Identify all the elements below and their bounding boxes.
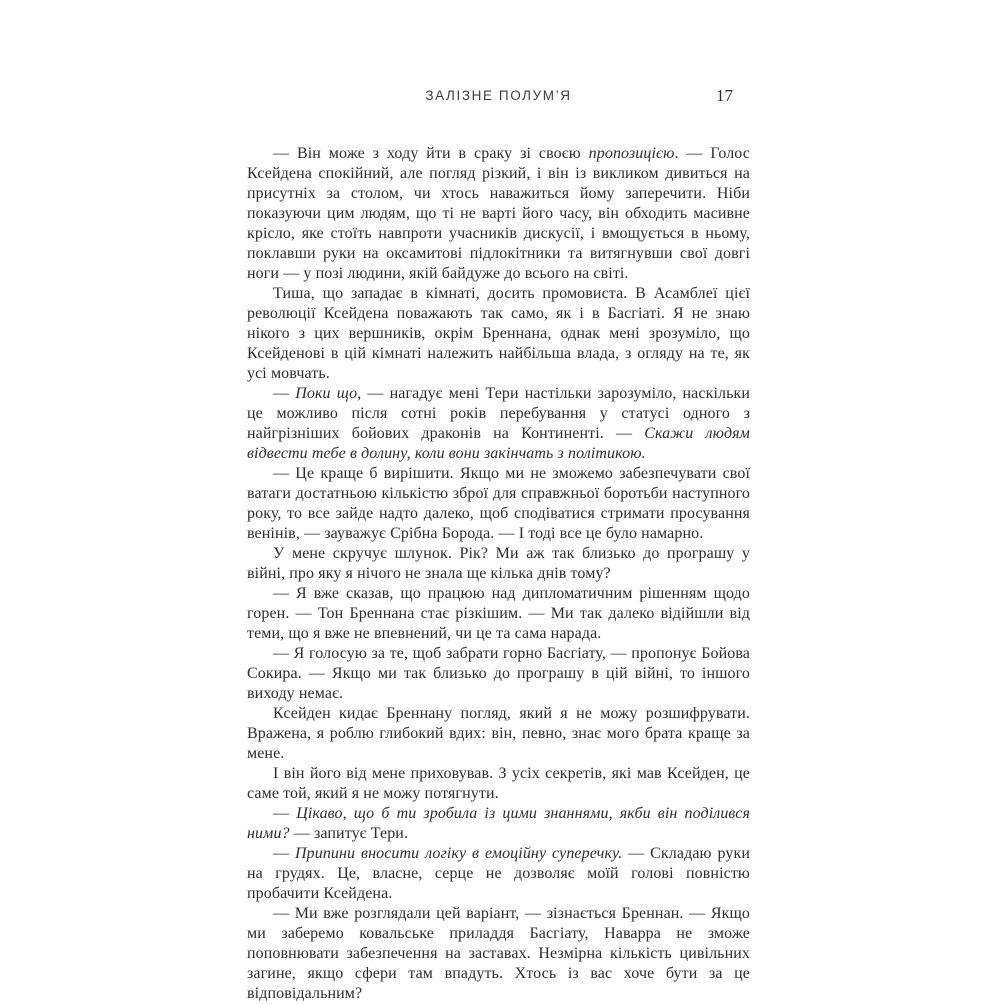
- text-run: — Складаю руки на грудях. Це, власне, серце не дозволяє моїй голові повністю пробачити Ксейдена.: [247, 845, 750, 902]
- text-run: І він його від мене приховував. З усіх секретів, які мав Ксейден, це саме той, який я не можу потягнути.: [247, 765, 750, 802]
- text-run: —: [273, 845, 295, 862]
- text-run: —: [273, 805, 297, 822]
- text-run: , — нагадує мені Тери настільки зарозуміло, наскільки це можливо після сотні років перебування у статусі одного з найгрізніших бойових драконів на Континенті. —: [247, 385, 751, 442]
- paragraph: [247, 764, 750, 804]
- text-run: У мене скручує шлунок. Рік? Ми аж так близько до програшу у війні, про яку я нічого не знала ще кілька днів тому?: [247, 545, 750, 582]
- paragraph: [247, 284, 750, 384]
- italic-text-run: Припини вносити логіку в емоційну суперечку.: [294, 845, 623, 862]
- text-run: — Ми вже розглядали цей варіант, — зізнається Бреннан. — Якщо ми заберемо ковальське приладдя Басгіату, Наварра не зможе поповнювати забезпечення на заставах. Незмірна кількість цивільних загине, якщо сфери там впадуть. Хтось із вас хоче бути за це відповідальним?: [247, 905, 750, 1002]
- text-run: — Я вже сказав, що працюю над дипломатичним рішенням щодо горен. — Тон Бреннана стає різкішим. — Ми так далеко відійшли від теми, що я вже не впевнений, чи це та сама нарада.: [247, 585, 750, 642]
- text-run: —: [273, 385, 296, 402]
- book-page: [247, 88, 750, 1004]
- paragraph: [247, 904, 750, 1004]
- paragraph: [247, 144, 750, 284]
- italic-text-run: Скажи людям відвести тебе в долину, коли вони закінчать з політикою.: [247, 425, 750, 462]
- paragraph: [247, 464, 750, 544]
- text-block: [247, 144, 750, 1004]
- italic-text-run: Цікаво, що б ти зробила із цими знаннями, якби він поділився ними?: [247, 805, 750, 842]
- page-number: 17: [716, 86, 733, 105]
- text-run: — запитує Тери.: [289, 825, 409, 842]
- text-run: — Я голосую за те, щоб забрати горно Басгіату, — пропонує Бойова Сокира. — Якщо ми так близько до програшу в цій війні, то іншого виходу немає.: [247, 645, 750, 702]
- text-run: Тиша, що западає в кімнаті, досить промовиста. В Асамблеї цієї революції Ксейдена поважають так само, як і в Басгіаті. Я не знаю нікого з цих вершників, окрім Бреннана, однак мені зрозуміло, що Ксейденові в цій кімнаті належить найбільша влада, з огляду на те, як усі мовчать.: [247, 285, 750, 382]
- running-title: ЗАЛІЗНЕ ПОЛУМ’Я: [425, 88, 572, 103]
- page-header: [247, 88, 750, 108]
- italic-text-run: Поки що: [295, 385, 358, 402]
- paragraph: [247, 804, 750, 844]
- paragraph: [247, 384, 750, 464]
- text-run: Ксейден кидає Бреннану погляд, який я не можу розшифрувати. Вражена, я роблю глибокий вдих: він, певно, знає мого брата краще за мене.: [247, 705, 750, 762]
- italic-text-run: пропозицією: [588, 145, 675, 162]
- paragraph: [247, 584, 750, 644]
- paragraph: [247, 704, 750, 764]
- text-run: — Він може з ходу йти в сраку зі своєю: [273, 145, 589, 162]
- paragraph: [247, 544, 750, 584]
- paragraph: [247, 644, 750, 704]
- text-run: . — Голос Ксейдена спокійний, але погляд різкий, і він із викликом дивиться на присутніх за столом, чи хтось наважиться йому заперечити. Ніби показуючи цим людям, що ті не варті його часу, він обходить масивне крісло, яке стоїть навпроти учасників дискусії, і вмощується в ньому, поклавши руки на оксамитові підлокітники та витягнувши свої довгі ноги — у позі людини, якій байдуже до всього на світі.: [247, 145, 750, 282]
- paragraph: [247, 844, 750, 904]
- text-run: — Це краще б вирішити. Якщо ми не зможемо забезпечувати свої ватаги достатньою кількістю зброї для справжньої боротьби наступного року, то все зайде надто далеко, щоб сподіватися стримати просування венінів, — зауважує Срібна Борода. — І тоді все це було намарно.: [247, 465, 750, 542]
